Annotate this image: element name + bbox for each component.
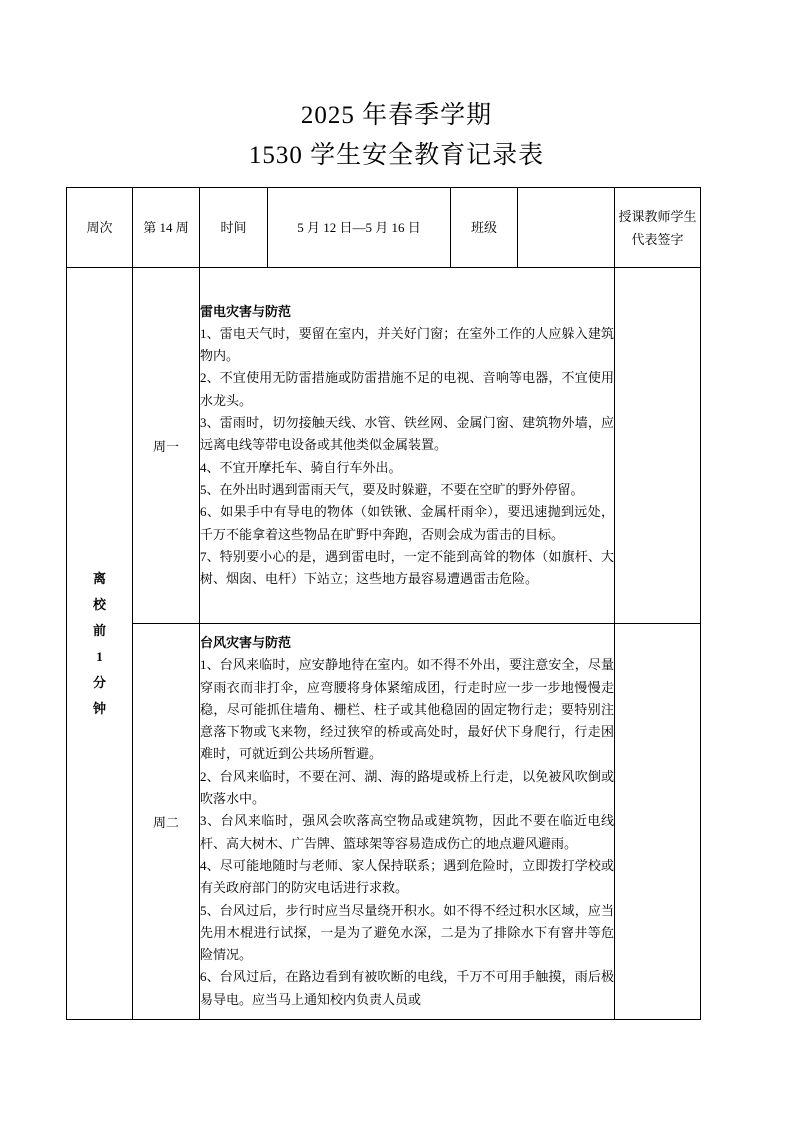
header-week-value: 第 14 周 [133, 188, 200, 268]
content-item: 2、不宜使用无防雷措施或防雷措施不足的电视、音响等电器，不宜使用水龙头。 [200, 370, 614, 408]
content-cell-tuesday [200, 624, 615, 1020]
signature-cell-tuesday[interactable] [615, 624, 701, 1020]
header-time-label: 时间 [200, 188, 268, 268]
content-item: 6、如果手中有导电的物体（如铁锹、金属杆雨伞），要迅速抛到远处，千万不能拿着这些物品在旷野中奔跑，否则会成为雷击的目标。 [200, 504, 614, 542]
content-item: 3、台风来临时，强风会吹落高空物品或建筑物，因此不要在临近电线杆、高大树木、广告牌、篮球架等容易造成伤亡的地点避风避雨。 [200, 813, 614, 851]
content-item: 1、台风来临时，应安静地待在室内。如不得不外出，要注意安全，尽量穿雨衣而非打伞，应弯腰将身体紧缩成团，行走时应一步一步地慢慢走稳，尽可能抓住墙角、栅栏、柱子或其他稳固的固定物行走；要特别注意落下物或飞来物，经过狭窄的桥或高处时，最好伏下身爬行，行走困难时，可就近到公共场所暂避。 [200, 657, 614, 762]
content-item: 5、在外出时遇到雷雨天气，要及时躲避，不要在空旷的野外停留。 [200, 481, 584, 497]
title-line-2: 1530 学生安全教育记录表 [248, 142, 545, 169]
header-signature-label: 授课教师学生代表签字 [615, 188, 701, 268]
content-item: 1、雷电天气时，要留在室内，并关好门窗；在室外工作的人应躲入建筑物内。 [200, 325, 614, 364]
weekday-tuesday: 周二 [133, 624, 200, 1020]
title-line-1: 2025 年春季学期 [300, 102, 493, 129]
table-row [67, 624, 701, 1020]
content-item: 5、台风过后，步行时应当尽量绕开积水。如不得不经过积水区域，应当先用木棍进行试探，一是为了避免水深，二是为了排除水下有窨井等危险情况。 [200, 902, 614, 963]
side-label-char: 钟 [92, 700, 106, 716]
signature-cell-monday[interactable] [615, 268, 701, 624]
header-week-label: 周次 [67, 188, 133, 268]
content-subtitle-monday: 雷电灾害与防范 [200, 303, 292, 319]
header-class-label: 班级 [451, 188, 518, 268]
side-label-char: 前 [92, 622, 106, 638]
table-row [67, 268, 701, 624]
side-label-leave-school [67, 268, 133, 1020]
side-label-char: 校 [92, 596, 106, 612]
content-item: 7、特别要小心的是，遇到雷电时，一定不能到高耸的物体（如旗杆、大树、烟囱、电杆）下站立；这些地方最容易遭遇雷击危险。 [200, 548, 614, 587]
content-item: 4、尽可能地随时与老师、家人保持联系；遇到危险时，立即拨打学校或有关政府部门的防灾电话进行求救。 [200, 857, 614, 896]
table-header-row [67, 188, 701, 268]
content-subtitle-tuesday: 台风灾害与防范 [200, 634, 292, 650]
content-cell-monday [200, 268, 615, 624]
side-label-char: 1 [96, 648, 103, 664]
document-title [0, 96, 793, 176]
side-label-char: 分 [92, 674, 106, 690]
safety-education-record-table [66, 187, 701, 1020]
weekday-monday: 周一 [133, 268, 200, 624]
header-time-value: 5 月 12 日—5 月 16 日 [268, 188, 451, 268]
content-item: 6、台风过后，在路边看到有被吹断的电线，千万不可用手触摸，雨后极易导电。应当马上通知校内负责人员或 [200, 969, 614, 1007]
content-item: 3、雷雨时，切勿接触天线、水管、铁丝网、金属门窗、建筑物外墙，应远离电线等带电设备或其他类似金属装置。 [200, 415, 614, 453]
header-class-value[interactable] [518, 188, 615, 268]
content-item: 2、台风来临时，不要在河、湖、海的路堤或桥上行走，以免被风吹倒或吹落水中。 [200, 768, 614, 807]
side-label-char: 离 [92, 570, 106, 586]
content-item: 4、不宜开摩托车、骑自行车外出。 [200, 459, 402, 475]
